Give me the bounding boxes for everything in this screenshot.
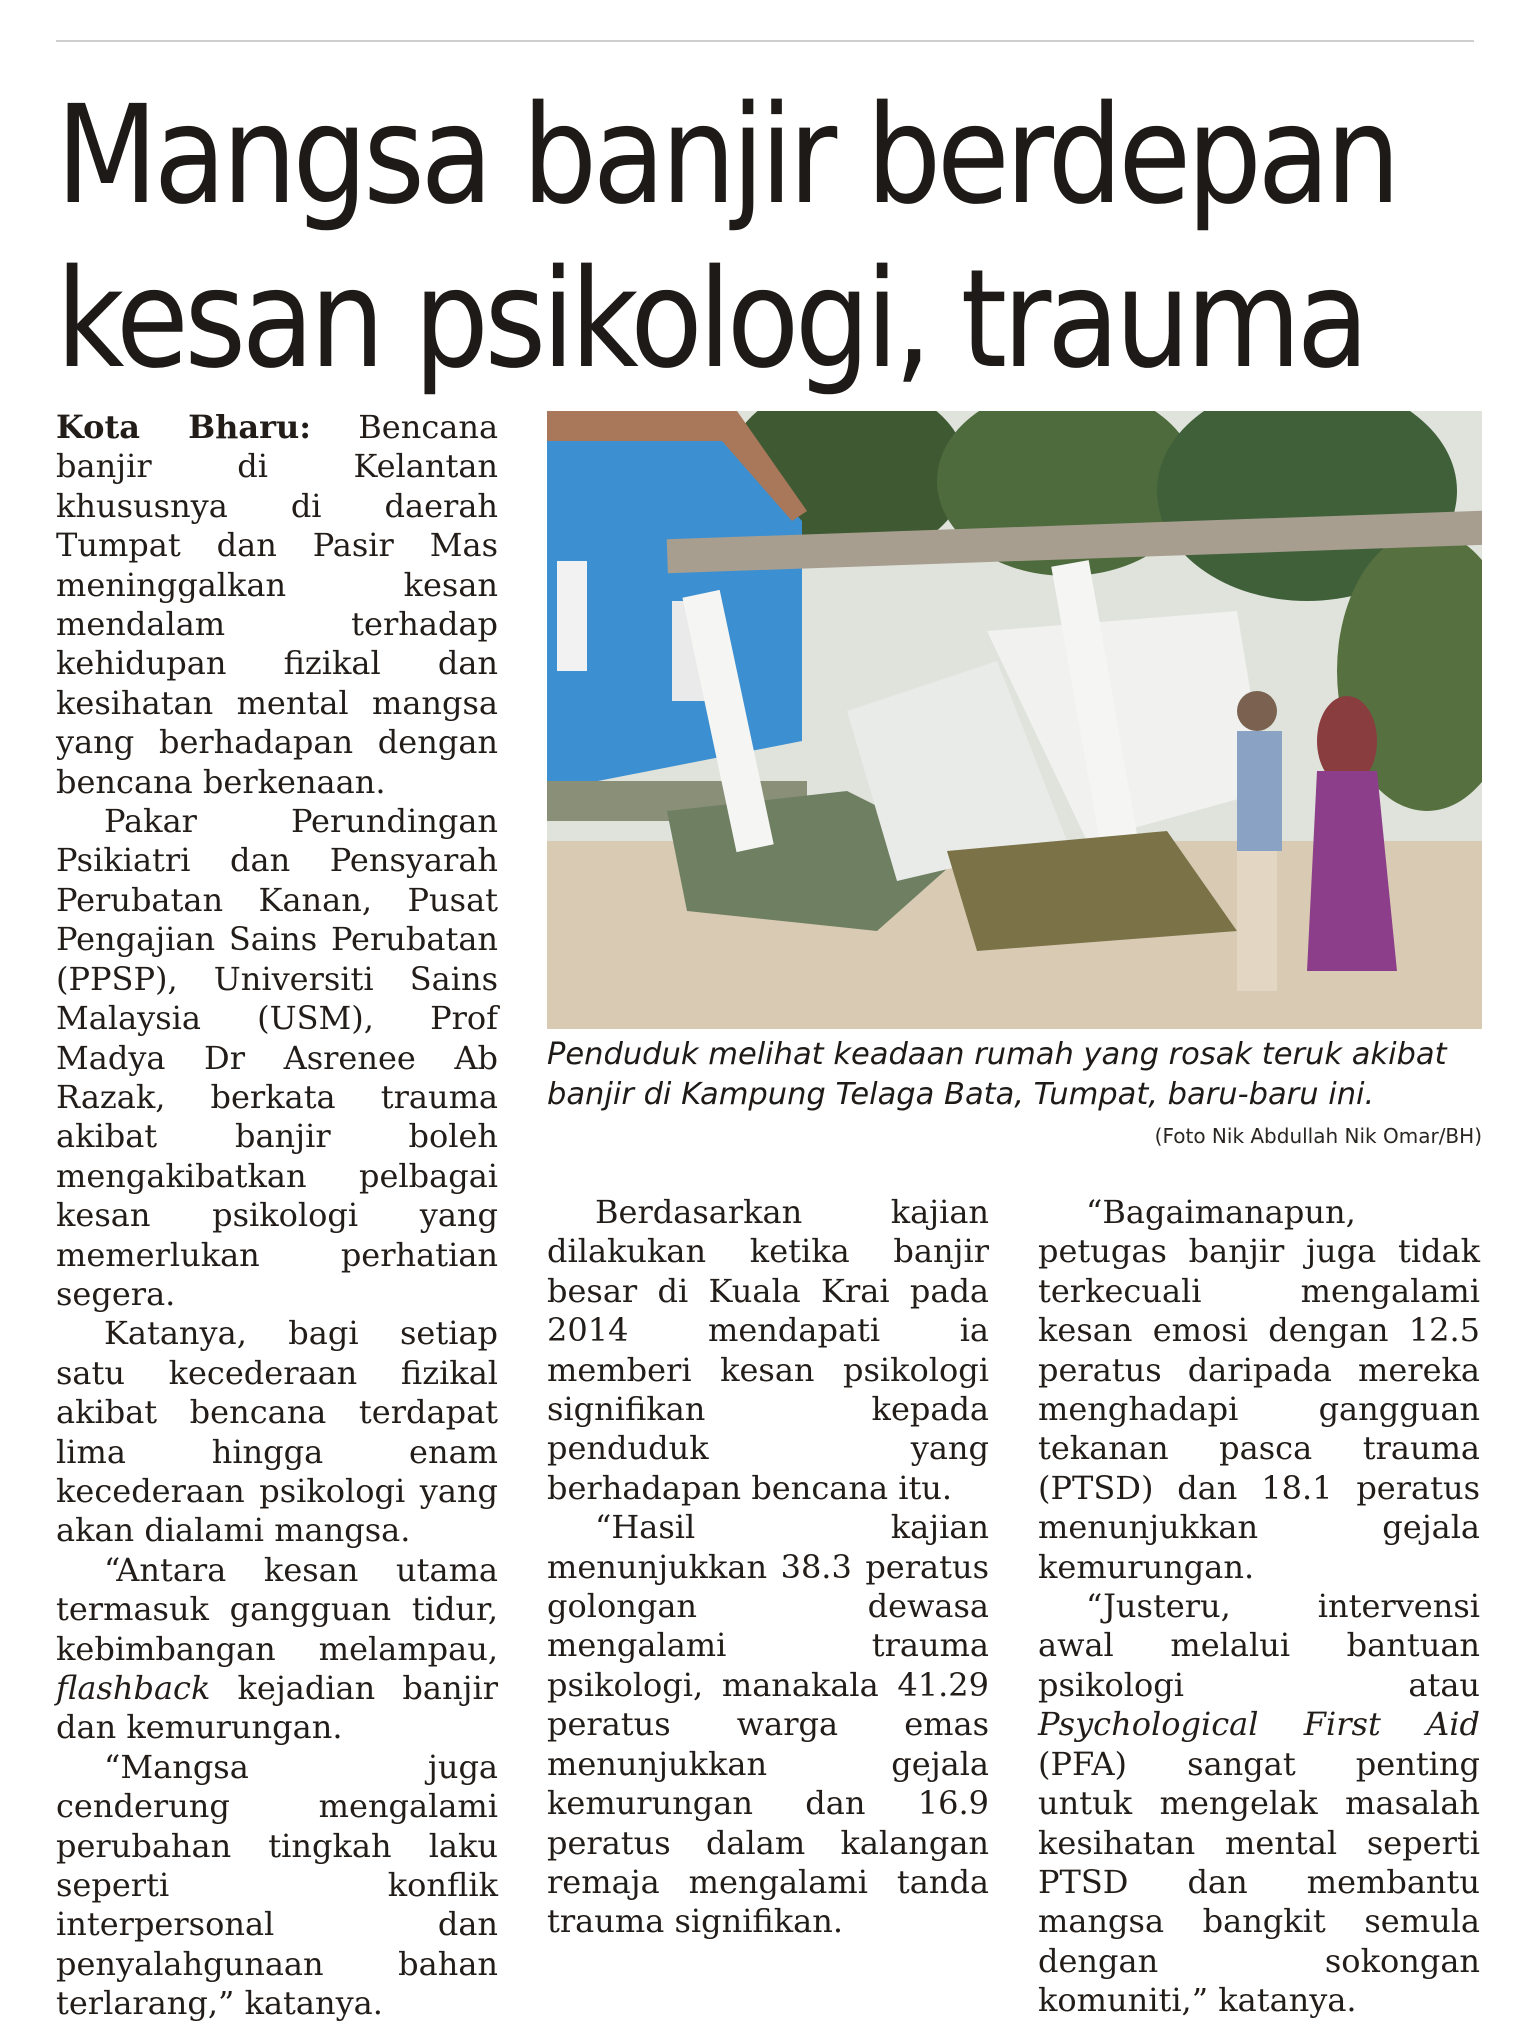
paragraph-text: kejadian banjir dan kemurungan. <box>56 1669 498 1747</box>
person-shirt <box>1237 731 1282 851</box>
article-column-1 <box>56 408 498 2024</box>
headline-line-1: Mangsa banjir berdepan <box>56 77 1397 235</box>
photo-illustration <box>547 411 1482 1029</box>
lead-paragraph <box>56 408 498 802</box>
article-paragraph: Berdasarkan kajian dilakukan ketika banjir besar di Kuala Krai pada 2014 mendapati ia memberi kesan psikologi signifikan kepada penduduk yang berhadapan bencana itu. <box>547 1193 989 1507</box>
article-column-3 <box>1038 1193 1480 2021</box>
paragraph-text: Bencana banjir di Kelantan khususnya di daerah Tumpat dan Pasir Mas meninggalkan kesan mendalam terhadap kehidupan fizikal dan kesihatan mental mangsa yang berhadapan dengan bencana berkenaan. <box>56 408 499 801</box>
article-paragraph: Pakar Perundingan Psikiatri dan Pensyarah Perubatan Kanan, Pusat Pengajian Sains Perubatan (PPSP), Universiti Sains Malaysia (USM), Prof Madya Dr Asrenee Ab Razak, berkata trauma akibat banjir boleh mengakibatkan pelbagai kesan psikologi yang memerlukan perhatian segera. <box>56 802 498 1313</box>
article-paragraph: “Bagaimanapun, petugas banjir juga tidak terkecuali mengalami kesan emosi dengan 12.5 peratus daripada mereka menghadapi gangguan tekanan pasca trauma (PTSD) dan 18.1 peratus menunjukkan gejala kemurungan. <box>1038 1193 1480 1586</box>
italic-term: flashback <box>56 1669 211 1707</box>
flood-damage-photo <box>547 411 1482 1029</box>
article-paragraph: Katanya, bagi setiap satu kecederaan fizikal akibat bencana terdapat lima hingga enam kecederaan psikologi yang akan dialami mangsa. <box>56 1314 498 1550</box>
article-paragraph <box>1038 1587 1480 2020</box>
paragraph-text: “Justeru, intervensi awal melalui bantuan psikologi atau <box>1038 1587 1480 1704</box>
article-column-2 <box>547 1193 989 1942</box>
article-paragraph: “Hasil kajian menunjukkan 38.3 peratus golongan dewasa mengalami trauma psikologi, manakala 41.29 peratus warga emas menunjukkan gejala kemurungan dan 16.9 peratus dalam kalangan remaja mengalami tanda trauma signifikan. <box>547 1508 989 1941</box>
person-trousers <box>1237 851 1277 991</box>
italic-term: Psychological First Aid <box>1038 1705 1480 1744</box>
headline <box>56 74 1397 402</box>
article-paragraph: “Mangsa juga cenderung mengalami perubahan tingkah laku seperti konflik interpersonal dan penyalahgunaan bahan terlarang,” katanya. <box>56 1747 498 2023</box>
paragraph-text: (PFA) sangat penting untuk mengelak masalah kesihatan mental seperti PTSD dan membantu mangsa bangkit semula dengan sokongan komuniti,” katanya. <box>1038 1744 1480 2020</box>
top-rule <box>56 40 1474 42</box>
paragraph-text: “Antara kesan utama termasuk gangguan tidur, kebimbangan melampau, <box>56 1550 498 1668</box>
photo-caption: Penduduk melihat keadaan rumah yang rosak teruk akibat banjir di Kampung Telaga Bata, Tumpat, baru-baru ini. <box>547 1037 1447 1112</box>
headline-line-2: kesan psikologi, trauma <box>56 241 1365 399</box>
dateline: Kota Bharu: <box>56 408 312 446</box>
person-head <box>1237 691 1277 731</box>
photo-credit: (Foto Nik Abdullah Nik Omar/BH) <box>1154 1124 1482 1148</box>
article-paragraph <box>56 1551 498 1748</box>
house-window <box>557 561 587 671</box>
